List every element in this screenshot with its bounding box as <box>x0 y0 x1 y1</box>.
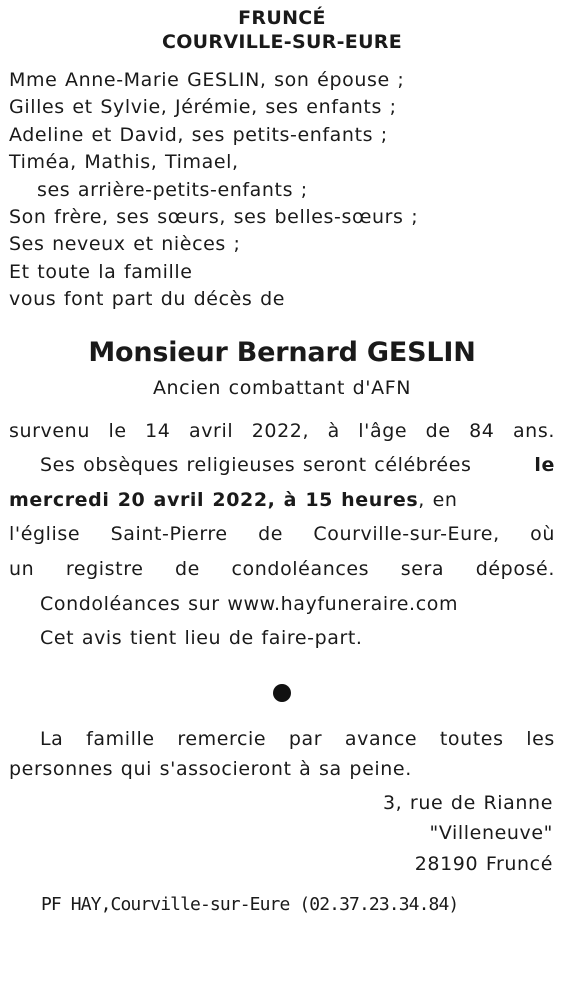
funeral-date-time: mercredi 20 avril 2022, à 15 heures <box>9 488 419 511</box>
deceased-title: Ancien combattant d'AFN <box>152 376 412 399</box>
notice-header <box>0 6 564 54</box>
announcement-line-church <box>9 517 555 552</box>
thanks-paragraph <box>0 724 564 784</box>
thanks-line-1 <box>9 724 555 754</box>
header-place-courville: COURVILLE-SUR-EURE <box>161 31 403 53</box>
word: de <box>425 419 451 442</box>
word: 2022, <box>251 419 310 442</box>
family-line-children: Gilles et Sylvie, Jérémie, ses enfants ; <box>9 96 397 119</box>
separator-bullet-icon <box>273 684 291 702</box>
funeral-date-suffix: , en <box>418 488 458 511</box>
deceased-name: Monsieur Bernard GESLIN <box>88 336 476 368</box>
address-house-name: "Villeneuve" <box>429 822 553 845</box>
word: sera <box>400 558 445 581</box>
thanks-line-2: personnes qui s'associeront à sa peine. <box>9 757 412 780</box>
word: ans. <box>512 419 555 442</box>
announcement-line-funeral-date <box>9 483 555 518</box>
announcement <box>0 414 564 656</box>
word: condoléances <box>231 558 370 581</box>
word: par <box>288 727 323 750</box>
funeral-text-bold: le <box>534 454 555 477</box>
announcement-line-notice: Cet avis tient lieu de faire-part. <box>40 627 363 650</box>
word: le <box>108 419 127 442</box>
word: de <box>175 558 200 581</box>
word: 14 <box>145 419 171 442</box>
word: Saint-Pierre <box>110 523 228 546</box>
address-city: 28190 Fruncé <box>414 852 553 875</box>
word: registre <box>65 558 144 581</box>
family-line-whole-family: Et toute la famille <box>9 260 193 283</box>
word: de <box>258 523 284 546</box>
word: déposé. <box>475 558 555 581</box>
family-line-great-grandchildren: ses arrière-petits-enfants ; <box>37 178 308 201</box>
announcement-line-condolences-website: Condoléances sur www.hayfuneraire.com <box>40 592 459 615</box>
word: La <box>40 727 64 750</box>
word: à <box>327 419 340 442</box>
word: remercie <box>177 727 267 750</box>
family-address <box>0 788 564 880</box>
family-line-spouse: Mme Anne-Marie GESLIN, son épouse ; <box>9 69 405 91</box>
family-line-nephews-nieces: Ses neveux et nièces ; <box>9 233 241 256</box>
family-line-grandchildren: Adeline et David, ses petits-enfants ; <box>9 123 388 146</box>
family-line-announce-death: vous font part du décès de <box>9 288 286 311</box>
funeral-text: Ses obsèques religieuses seront célébrées <box>40 454 472 477</box>
word: survenu <box>9 419 90 442</box>
announcement-line-funeral <box>9 448 555 483</box>
family-line-siblings: Son frère, ses sœurs, ses belles-sœurs ; <box>9 206 419 229</box>
word: l'église <box>9 523 81 546</box>
address-street: 3, rue de Rianne <box>382 791 553 814</box>
header-place-fruncé: FRUNCÉ <box>238 7 326 29</box>
word: les <box>526 727 555 750</box>
word: Courville-sur-Eure, <box>313 523 500 546</box>
word: toutes <box>439 727 504 750</box>
word: l'âge <box>358 419 408 442</box>
word: avril <box>188 419 234 442</box>
word: famille <box>86 727 155 750</box>
announcement-line-date-of-death <box>9 414 555 449</box>
word: où <box>530 523 555 546</box>
word: un <box>9 558 35 581</box>
announcement-line-register <box>9 552 555 587</box>
funeral-home-contact: PF HAY,Courville-sur-Eure (02.37.23.34.84) <box>41 894 459 916</box>
family-list <box>0 67 564 314</box>
word: avance <box>344 727 418 750</box>
word: 84 <box>469 419 495 442</box>
family-line-great-grandchildren-names: Timéa, Mathis, Timael, <box>9 151 239 174</box>
